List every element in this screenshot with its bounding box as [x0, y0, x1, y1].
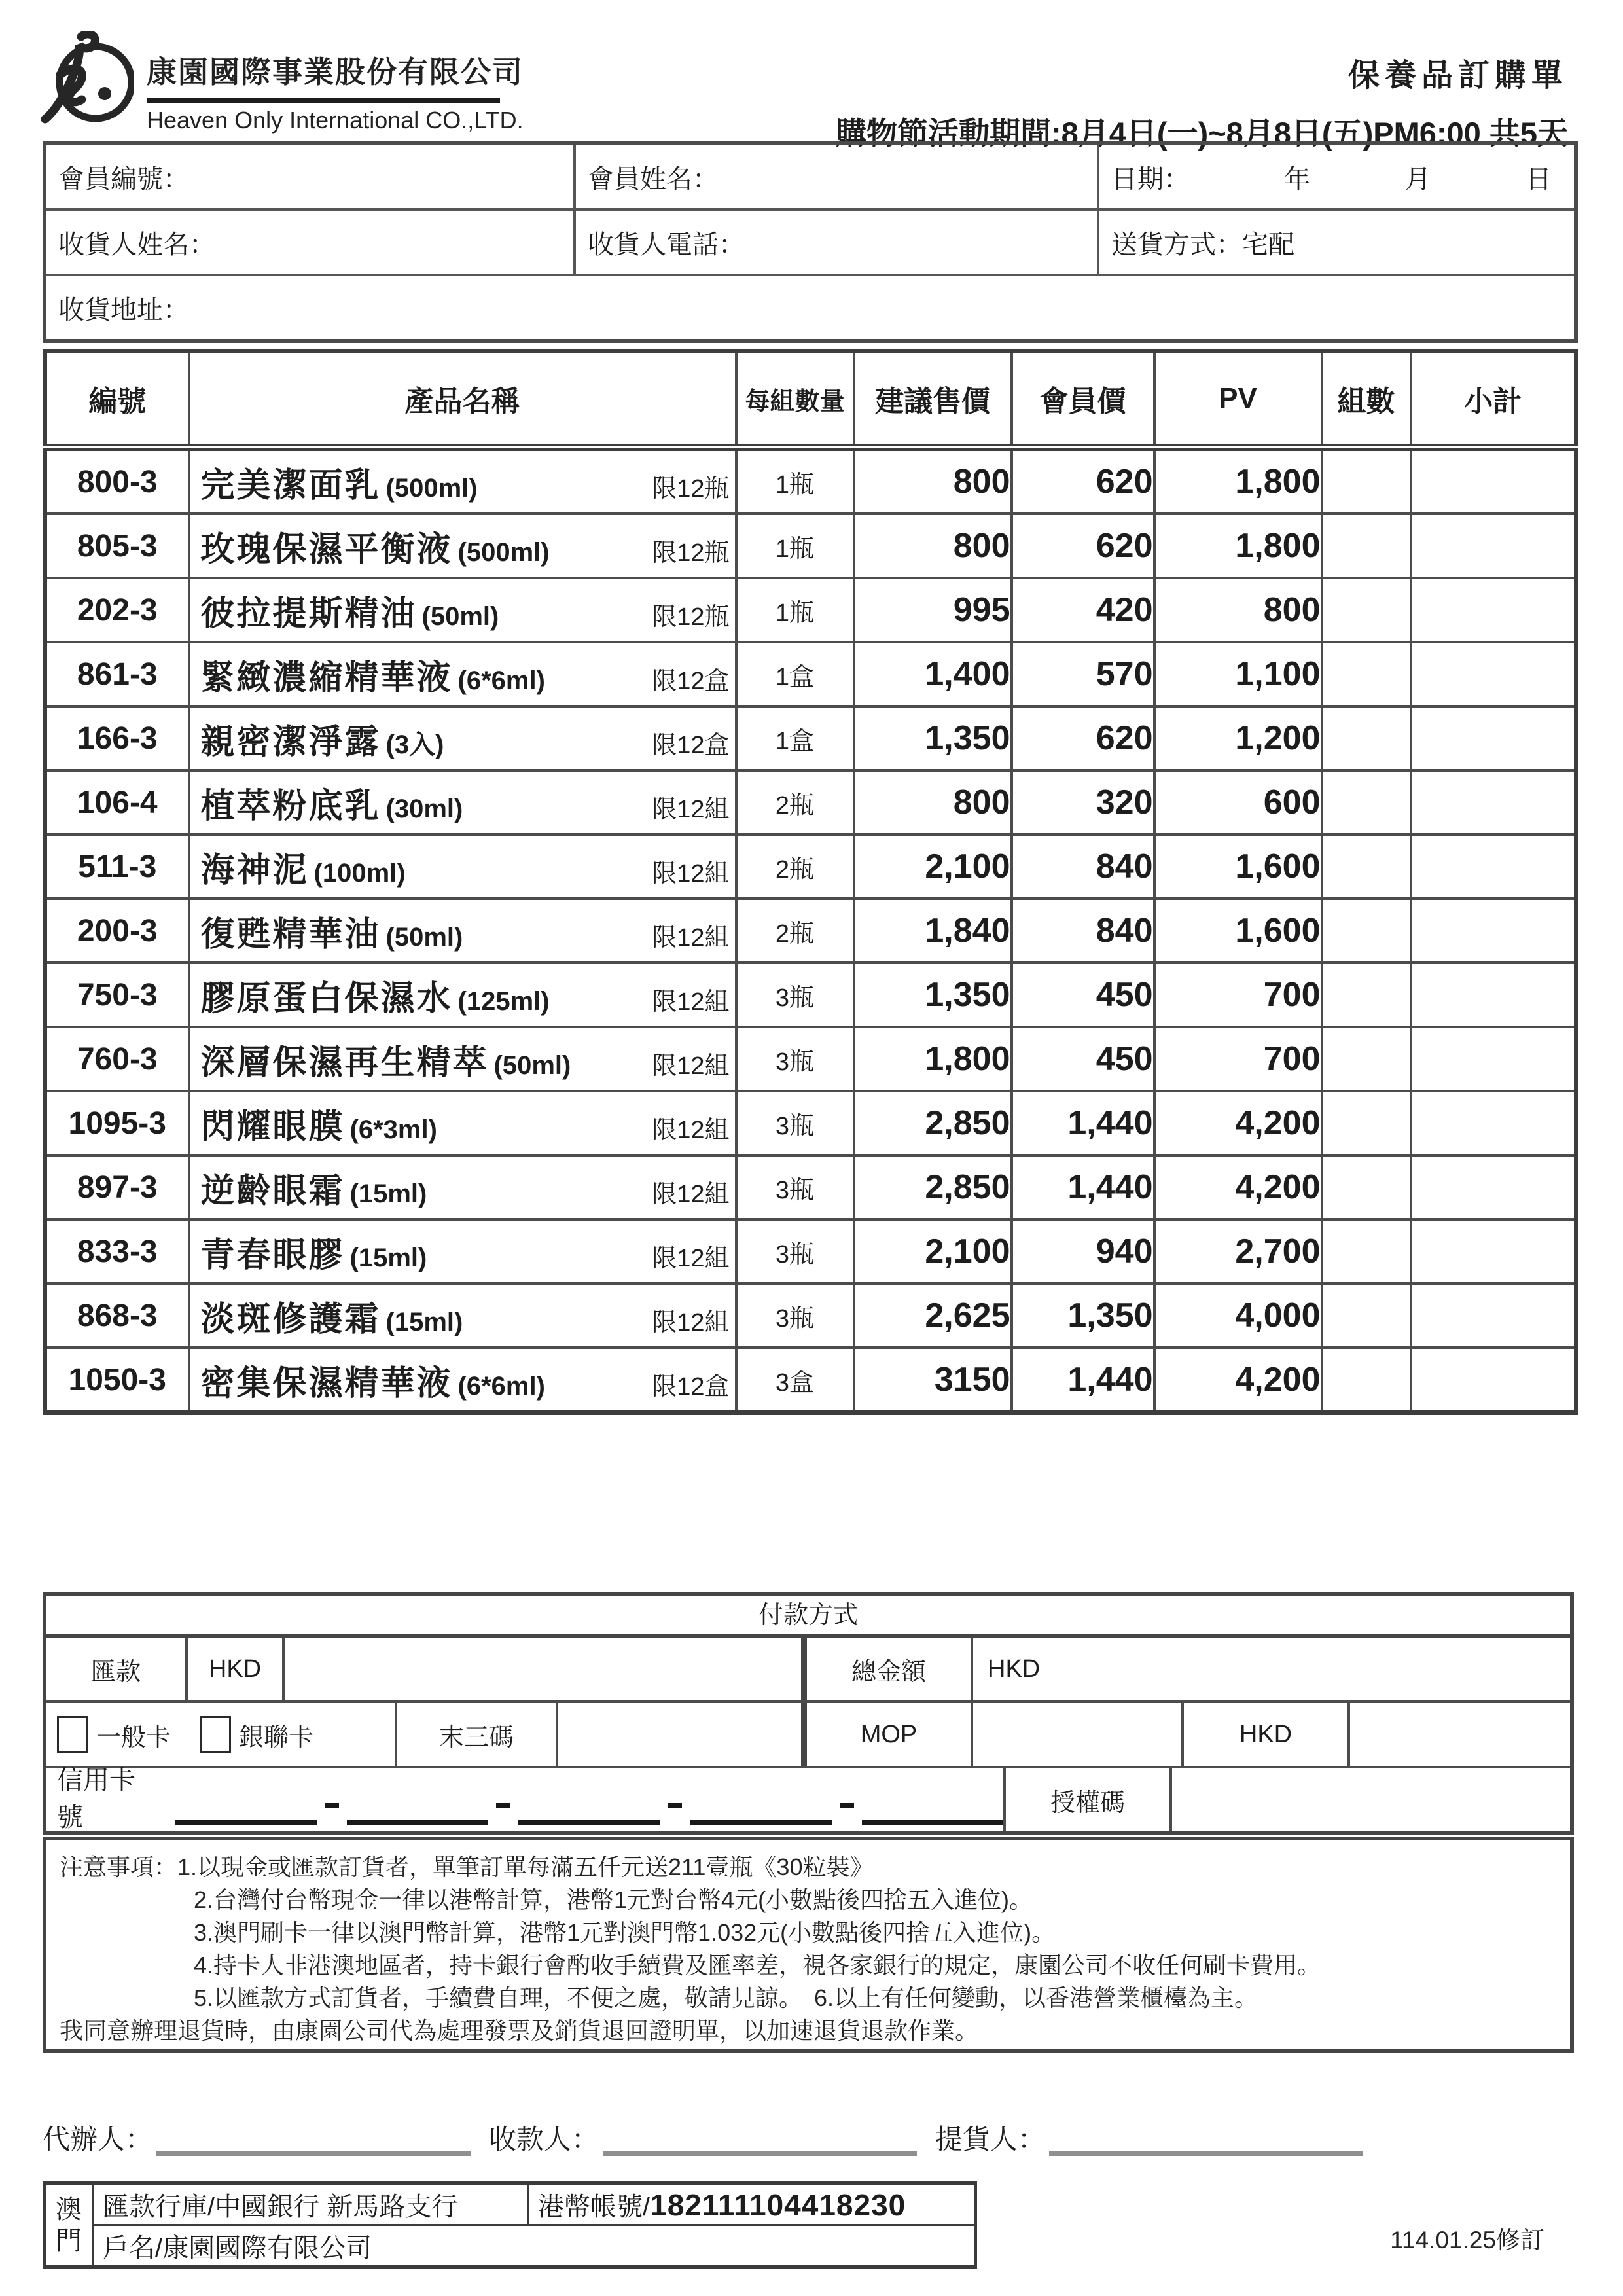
product-member-price: 450	[1012, 963, 1154, 1027]
product-code: 1050-3	[45, 1348, 189, 1413]
product-limit: 限12盒	[652, 731, 730, 759]
subtotal-input-cell[interactable]	[1411, 448, 1577, 514]
recipient-phone-field[interactable]	[575, 209, 1098, 275]
product-member-price: 1,440	[1012, 1155, 1154, 1219]
member-id-label: 會員編號：	[58, 164, 189, 194]
product-member-price: 420	[1012, 578, 1154, 642]
product-name-cell	[189, 770, 736, 834]
total-currency-label: HKD	[988, 1655, 1041, 1683]
table-row	[45, 899, 1577, 963]
product-code: 800-3	[45, 448, 189, 514]
sets-input-cell[interactable]	[1322, 963, 1411, 1027]
product-spec: (100ml)	[313, 858, 406, 888]
product-code: 805-3	[45, 514, 189, 578]
sets-input-cell[interactable]	[1322, 642, 1411, 706]
product-name-cell	[189, 514, 736, 578]
product-spec: (50ml)	[493, 1050, 571, 1080]
form-title: 保養品訂購單	[1347, 58, 1568, 93]
subtotal-input-cell[interactable]	[1411, 514, 1577, 578]
product-qty-per-set: 1瓶	[736, 514, 854, 578]
dash-separator	[325, 1803, 339, 1808]
auth-code-field[interactable]	[1172, 1768, 1570, 1831]
member-name-label: 會員姓名：	[588, 164, 719, 194]
product-qty-per-set: 1盒	[736, 642, 854, 706]
subtotal-input-cell[interactable]	[1411, 1155, 1577, 1219]
product-pv: 1,600	[1154, 834, 1322, 899]
sets-input-cell[interactable]	[1322, 706, 1411, 770]
sets-input-cell[interactable]	[1322, 834, 1411, 899]
product-pv: 4,000	[1154, 1283, 1322, 1348]
product-list-price: 1,800	[854, 1027, 1012, 1091]
address-field[interactable]	[45, 275, 1576, 341]
remittance-amount-field[interactable]	[285, 1638, 807, 1700]
product-list-price: 2,100	[854, 834, 1012, 899]
column-header: 編號	[45, 351, 189, 448]
product-spec: (6*3ml)	[349, 1115, 437, 1144]
member-info-table	[43, 141, 1578, 343]
product-name: 淡斑修護霜	[200, 1300, 381, 1338]
dash-separator	[668, 1803, 682, 1808]
product-member-price: 620	[1012, 706, 1154, 770]
sets-input-cell[interactable]	[1322, 514, 1411, 578]
notes-box	[43, 1837, 1574, 2053]
product-list-price: 1,350	[854, 706, 1012, 770]
payment-title: 付款方式	[46, 1596, 1570, 1638]
region-cell	[45, 2183, 93, 2267]
note-line: 3.澳門刷卡一律以澳門幣計算，港幣1元對澳門幣1.032元(小數點後四捨五入進位)。	[194, 1919, 1056, 1946]
product-spec: (15ml)	[385, 1307, 463, 1336]
product-code: 202-3	[45, 578, 189, 642]
subtotal-input-cell[interactable]	[1411, 899, 1577, 963]
sets-input-cell[interactable]	[1322, 770, 1411, 834]
table-row	[45, 642, 1577, 706]
subtotal-input-cell[interactable]	[1411, 578, 1577, 642]
table-row	[45, 448, 1577, 514]
column-header: 產品名稱	[189, 351, 736, 448]
account-number: 182111104418230	[650, 2187, 906, 2222]
signature-row	[43, 2118, 1382, 2157]
product-name: 親密潔淨露	[200, 723, 381, 761]
column-header: 每組數量	[736, 351, 854, 448]
product-qty-per-set: 2瓶	[736, 834, 854, 899]
subtotal-input-cell[interactable]	[1411, 1219, 1577, 1283]
column-header: PV	[1154, 351, 1322, 448]
product-code: 861-3	[45, 642, 189, 706]
recipient-name-label: 收貨人姓名：	[58, 230, 215, 259]
product-limit: 限12瓶	[652, 475, 730, 503]
date-field[interactable]	[1098, 143, 1576, 209]
product-pv: 1,800	[1154, 448, 1322, 514]
product-code: 897-3	[45, 1155, 189, 1219]
account-label: 港幣帳號/	[538, 2192, 651, 2221]
recipient-phone-label: 收貨人電話：	[588, 230, 745, 259]
note-line: 2.台灣付台幣現金一律以港幣計算，港幣1元對台幣4元(小數點後四捨五入進位)。	[194, 1886, 1033, 1913]
product-name: 彼拉提斯精油	[200, 594, 417, 633]
unionpay-card-checkbox[interactable]	[200, 1716, 231, 1753]
product-pv: 600	[1154, 770, 1322, 834]
product-code: 750-3	[45, 963, 189, 1027]
revision-date: 114.01.25修訂	[1390, 2227, 1544, 2253]
product-member-price: 1,440	[1012, 1091, 1154, 1155]
product-name-cell	[189, 1219, 736, 1283]
product-qty-per-set: 3瓶	[736, 963, 854, 1027]
agent-signature-line[interactable]	[156, 2122, 471, 2156]
recipient-name-field[interactable]	[45, 209, 575, 275]
product-name: 海神泥	[200, 851, 309, 889]
table-row	[45, 1155, 1577, 1219]
date-label: 日期：	[1111, 164, 1190, 194]
product-spec: (30ml)	[385, 794, 463, 823]
delivery-method-label: 送貨方式：宅配	[1111, 230, 1294, 259]
card-number-label: 信用卡號	[57, 1766, 135, 1832]
pickup-label: 提貨人：	[935, 2124, 1046, 2155]
hkd-amount-field[interactable]	[1350, 1703, 1570, 1766]
product-name-cell	[189, 834, 736, 899]
table-row	[45, 1283, 1577, 1348]
table-row	[45, 514, 1577, 578]
product-name: 密集保濕精華液	[200, 1364, 453, 1403]
product-member-price: 840	[1012, 834, 1154, 899]
product-list-price: 800	[854, 448, 1012, 514]
product-spec: (6*6ml)	[457, 666, 545, 695]
card-number-segment[interactable]	[347, 1787, 488, 1825]
product-spec: (500ml)	[385, 473, 478, 503]
unionpay-card-label: 銀聯卡	[239, 1723, 314, 1751]
note-line: 5.以匯款方式訂貨者，手續費自理，不便之處，敬請見諒。 6.以上有任何變動，以香港營業櫃檯為主。	[194, 1984, 1258, 2011]
sets-input-cell[interactable]	[1322, 578, 1411, 642]
column-header: 組數	[1322, 351, 1411, 448]
company-name-en: Heaven Only International CO.,LTD.	[147, 107, 524, 134]
product-table	[43, 349, 1578, 1415]
remittance-currency-label: HKD	[188, 1638, 285, 1700]
dash-separator	[840, 1803, 854, 1808]
agent-label: 代辦人：	[43, 2124, 153, 2155]
column-header: 小計	[1411, 351, 1577, 448]
bank-info-table	[43, 2181, 977, 2269]
product-name-cell	[189, 1155, 736, 1219]
receiver-label: 收款人：	[489, 2124, 599, 2155]
product-code: 868-3	[45, 1283, 189, 1348]
card-number-segment[interactable]	[862, 1787, 1003, 1825]
product-name: 緊緻濃縮精華液	[200, 658, 453, 697]
product-pv: 4,200	[1154, 1091, 1322, 1155]
product-pv: 1,600	[1154, 899, 1322, 963]
product-limit: 限12組	[652, 924, 730, 952]
product-spec: (500ml)	[457, 537, 550, 567]
product-code: 106-4	[45, 770, 189, 834]
product-list-price: 800	[854, 514, 1012, 578]
product-spec: (15ml)	[349, 1243, 427, 1272]
card-number-segment[interactable]	[175, 1787, 317, 1825]
date-day-label: 日	[1525, 164, 1552, 194]
product-limit: 限12盒	[652, 667, 730, 695]
cvv-field[interactable]	[558, 1703, 807, 1766]
address-label: 收貨地址：	[58, 295, 189, 325]
product-pv: 1,200	[1154, 706, 1322, 770]
product-member-price: 1,350	[1012, 1283, 1154, 1348]
subtotal-input-cell[interactable]	[1411, 1091, 1577, 1155]
product-name-cell	[189, 706, 736, 770]
product-name-cell	[189, 448, 736, 514]
product-member-price: 940	[1012, 1219, 1154, 1283]
product-pv: 1,800	[1154, 514, 1322, 578]
note-line: 我同意辦理退貨時，由康園公司代為處理發票及銷貨退回證明單，以加速退貨退款作業。	[60, 2017, 979, 2044]
product-code: 200-3	[45, 899, 189, 963]
title-block	[836, 50, 1568, 153]
product-qty-per-set: 1盒	[736, 706, 854, 770]
receiver-signature-line[interactable]	[603, 2122, 917, 2156]
cvv-label: 末三碼	[397, 1703, 558, 1766]
sets-input-cell[interactable]	[1322, 1027, 1411, 1091]
product-member-price: 840	[1012, 899, 1154, 963]
product-qty-per-set: 3瓶	[736, 1155, 854, 1219]
card-number-cell[interactable]	[46, 1768, 1006, 1831]
event-period: 購物節活動期間:8月4日(一)~8月8日(五)PM6:00 共5天	[835, 116, 1568, 151]
product-qty-per-set: 3瓶	[736, 1091, 854, 1155]
product-limit: 限12瓶	[652, 539, 730, 567]
product-name-cell	[189, 1348, 736, 1413]
sets-input-cell[interactable]	[1322, 1283, 1411, 1348]
note-line: 4.持卡人非港澳地區者，持卡銀行會酌收手續費及匯率差，視各家銀行的規定，康園公司不收任何刷卡費用。	[194, 1952, 1321, 1979]
product-pv: 2,700	[1154, 1219, 1322, 1283]
bank-name: 匯款行庫/中國銀行 新馬路支行	[93, 2183, 528, 2225]
product-code: 760-3	[45, 1027, 189, 1091]
product-pv: 700	[1154, 963, 1322, 1027]
subtotal-input-cell[interactable]	[1411, 642, 1577, 706]
product-member-price: 620	[1012, 448, 1154, 514]
product-limit: 限12組	[652, 795, 730, 823]
table-row	[45, 578, 1577, 642]
product-name: 青春眼膠	[200, 1236, 345, 1274]
product-member-price: 620	[1012, 514, 1154, 578]
product-pv: 700	[1154, 1027, 1322, 1091]
date-month-label: 月	[1404, 164, 1431, 194]
table-row	[45, 706, 1577, 770]
product-name: 深層保濕再生精萃	[200, 1043, 489, 1082]
product-qty-per-set: 3瓶	[736, 1219, 854, 1283]
product-name-cell	[189, 963, 736, 1027]
product-code: 166-3	[45, 706, 189, 770]
product-name: 閃耀眼膜	[200, 1107, 345, 1146]
product-name: 膠原蛋白保濕水	[200, 979, 453, 1018]
product-pv: 4,200	[1154, 1348, 1322, 1413]
account-holder: 戶名/康園國際有限公司	[93, 2225, 976, 2267]
product-table-header-row	[45, 351, 1577, 448]
product-spec: (50ml)	[385, 922, 463, 952]
product-spec: (6*6ml)	[457, 1371, 545, 1401]
product-pv: 1,100	[1154, 642, 1322, 706]
product-qty-per-set: 1瓶	[736, 578, 854, 642]
auth-code-label: 授權碼	[1006, 1768, 1172, 1831]
product-limit: 限12組	[652, 1180, 730, 1208]
remittance-label: 匯款	[46, 1638, 188, 1700]
product-qty-per-set: 1瓶	[736, 448, 854, 514]
product-list-price: 2,625	[854, 1283, 1012, 1348]
member-name-field[interactable]	[575, 143, 1098, 209]
table-row	[45, 1027, 1577, 1091]
product-limit: 限12組	[652, 988, 730, 1016]
product-list-price: 3150	[854, 1348, 1012, 1413]
product-member-price: 320	[1012, 770, 1154, 834]
card-number-segment[interactable]	[518, 1787, 660, 1825]
product-list-price: 1,400	[854, 642, 1012, 706]
company-underline	[147, 98, 500, 103]
product-limit: 限12組	[652, 1052, 730, 1080]
sets-input-cell[interactable]	[1322, 899, 1411, 963]
product-name-cell	[189, 578, 736, 642]
sets-input-cell[interactable]	[1322, 1091, 1411, 1155]
product-list-price: 800	[854, 770, 1012, 834]
table-row	[45, 963, 1577, 1027]
dash-separator	[496, 1803, 510, 1808]
sets-input-cell[interactable]	[1322, 448, 1411, 514]
card-type-cell	[46, 1703, 397, 1766]
general-card-label: 一般卡	[96, 1723, 171, 1751]
subtotal-input-cell[interactable]	[1411, 1348, 1577, 1413]
product-name-cell	[189, 899, 736, 963]
product-qty-per-set: 2瓶	[736, 770, 854, 834]
product-limit: 限12組	[652, 859, 730, 888]
product-limit: 限12組	[652, 1308, 730, 1336]
product-list-price: 995	[854, 578, 1012, 642]
subtotal-input-cell[interactable]	[1411, 963, 1577, 1027]
product-name: 植萃粉底乳	[200, 787, 381, 825]
product-list-price: 1,350	[854, 963, 1012, 1027]
sets-input-cell[interactable]	[1322, 1219, 1411, 1283]
product-qty-per-set: 2瓶	[736, 899, 854, 963]
product-name-cell	[189, 1091, 736, 1155]
company-logo	[41, 31, 134, 126]
sets-input-cell[interactable]	[1322, 1348, 1411, 1413]
product-table-body	[45, 448, 1577, 1413]
product-list-price: 2,850	[854, 1091, 1012, 1155]
total-amount-label: 總金額	[807, 1638, 973, 1700]
total-amount-field[interactable]	[973, 1638, 1570, 1700]
product-name: 復甦精華油	[200, 915, 381, 954]
product-list-price: 2,850	[854, 1155, 1012, 1219]
region-char-top: 澳	[56, 2195, 82, 2224]
table-row	[45, 834, 1577, 899]
subtotal-input-cell[interactable]	[1411, 1027, 1577, 1091]
product-member-price: 570	[1012, 642, 1154, 706]
payment-card-row	[46, 1703, 1570, 1768]
payment-cardnumber-row	[46, 1768, 1570, 1831]
table-row	[45, 770, 1577, 834]
product-name: 逆齡眼霜	[200, 1172, 345, 1210]
product-spec: (125ml)	[457, 986, 550, 1016]
product-code: 511-3	[45, 834, 189, 899]
member-id-field[interactable]	[45, 143, 575, 209]
region-char-bottom: 門	[56, 2226, 82, 2255]
column-header: 會員價	[1012, 351, 1154, 448]
product-qty-per-set: 3盒	[736, 1348, 854, 1413]
delivery-method-field	[1098, 209, 1576, 275]
product-list-price: 2,100	[854, 1219, 1012, 1283]
product-limit: 限12組	[652, 1116, 730, 1144]
product-limit: 限12組	[652, 1244, 730, 1272]
company-block	[147, 48, 524, 134]
column-header: 建議售價	[854, 351, 1012, 448]
mop-label: MOP	[807, 1703, 973, 1766]
product-qty-per-set: 3瓶	[736, 1283, 854, 1348]
subtotal-input-cell[interactable]	[1411, 834, 1577, 899]
product-name: 玫瑰保濕平衡液	[200, 530, 453, 569]
mop-amount-field[interactable]	[973, 1703, 1184, 1766]
product-name-cell	[189, 1027, 736, 1091]
bank-account-cell	[528, 2183, 976, 2225]
product-member-price: 450	[1012, 1027, 1154, 1091]
product-spec: (3入)	[385, 730, 444, 759]
table-row	[45, 1348, 1577, 1413]
product-name-cell	[189, 642, 736, 706]
general-card-checkbox[interactable]	[57, 1716, 88, 1753]
product-spec: (50ml)	[421, 601, 499, 631]
table-row	[45, 1091, 1577, 1155]
product-pv: 800	[1154, 578, 1322, 642]
payment-remittance-row	[46, 1638, 1570, 1703]
product-qty-per-set: 3瓶	[736, 1027, 854, 1091]
table-row	[45, 1219, 1577, 1283]
card-number-segment[interactable]	[690, 1787, 831, 1825]
product-name-cell	[189, 1283, 736, 1348]
product-limit: 限12瓶	[652, 603, 730, 631]
subtotal-input-cell[interactable]	[1411, 770, 1577, 834]
product-list-price: 1,840	[854, 899, 1012, 963]
product-pv: 4,200	[1154, 1155, 1322, 1219]
product-code: 1095-3	[45, 1091, 189, 1155]
pickup-signature-line[interactable]	[1049, 2122, 1363, 2156]
subtotal-input-cell[interactable]	[1411, 706, 1577, 770]
product-name: 完美潔面乳	[200, 466, 381, 505]
subtotal-input-cell[interactable]	[1411, 1283, 1577, 1348]
hkd-label: HKD	[1184, 1703, 1350, 1766]
product-code: 833-3	[45, 1219, 189, 1283]
sets-input-cell[interactable]	[1322, 1155, 1411, 1219]
payment-section	[43, 1592, 1574, 1835]
note-line: 注意事項：1.以現金或匯款訂貨者，單筆訂單每滿五仟元送211壹瓶《30粒裝》	[60, 1854, 874, 1880]
product-spec: (15ml)	[349, 1179, 427, 1208]
product-member-price: 1,440	[1012, 1348, 1154, 1413]
company-name-zh: 康園國際事業股份有限公司	[147, 55, 524, 89]
product-limit: 限12盒	[652, 1372, 730, 1401]
date-year-label: 年	[1284, 164, 1311, 194]
